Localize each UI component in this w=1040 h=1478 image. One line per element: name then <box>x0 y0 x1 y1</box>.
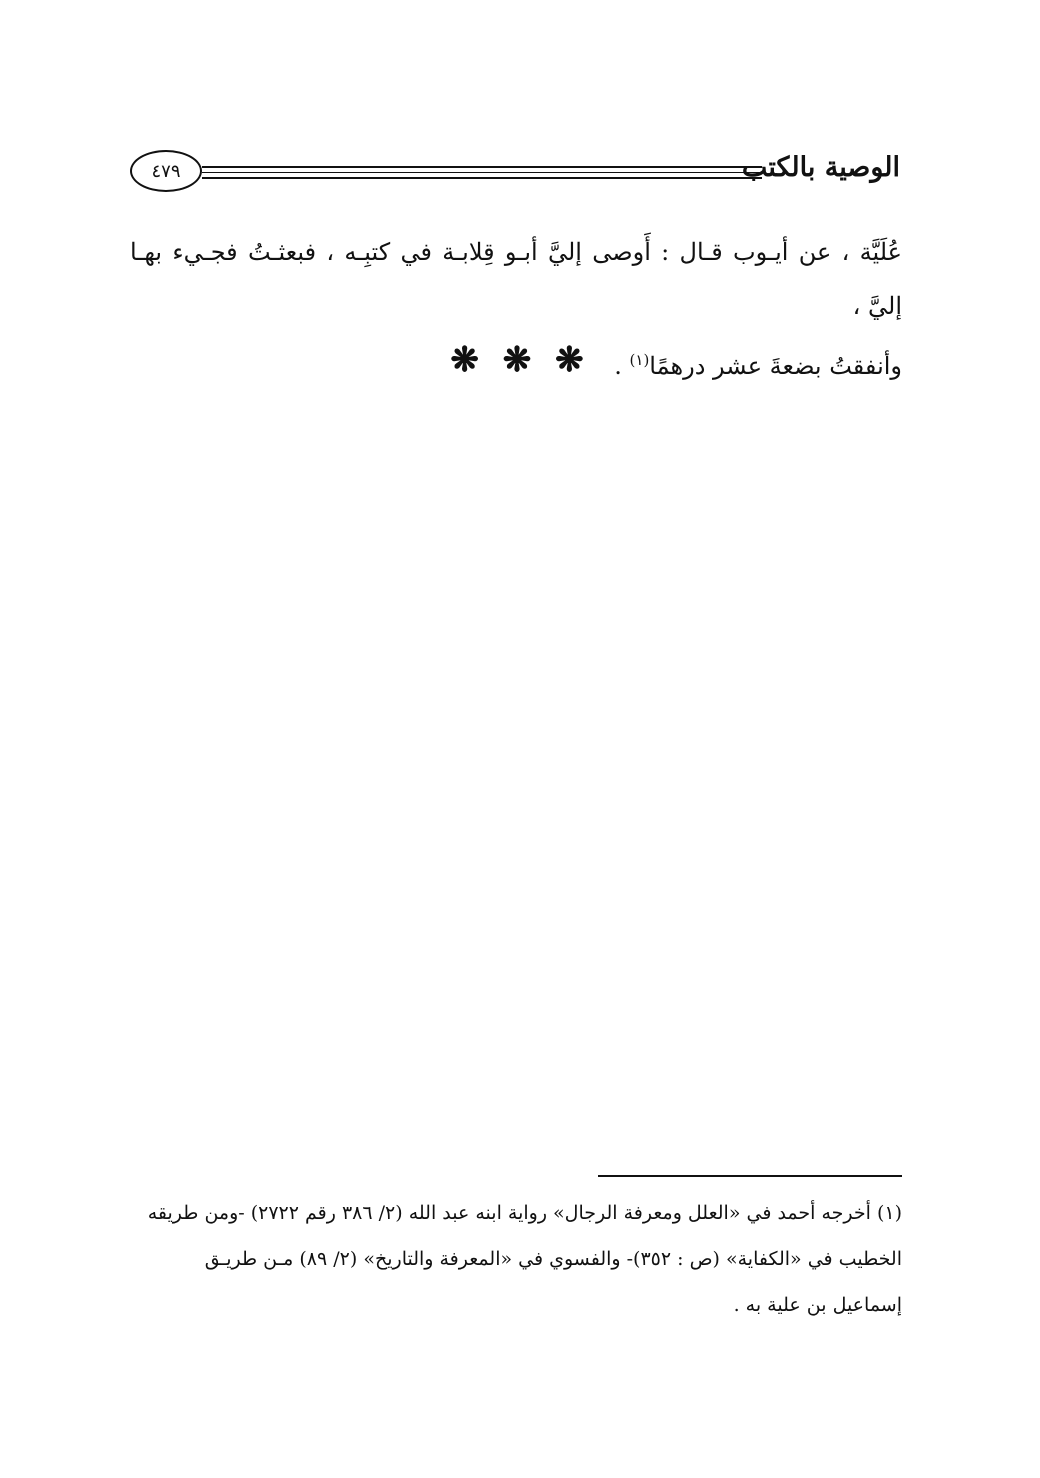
body-line-end: . <box>614 352 630 380</box>
header-rule <box>202 172 762 173</box>
body-line-text: وأنفقتُ بضعةَ عشر درهمًا <box>649 352 902 380</box>
footnotes <box>130 1190 902 1328</box>
footnote-divider <box>598 1175 902 1177</box>
footnote-line: (١) أخرجه أحمد في «العلل ومعرفة الرجال» رواية ابنه عبد الله (٢/ ٣٨٦ رقم ٢٧٢٢) -ومن طريقه <box>147 1202 902 1224</box>
running-title: الوصية بالكتب <box>741 152 900 183</box>
page-number: ٤٧٩ <box>130 150 202 192</box>
page-header <box>130 150 900 200</box>
body-line: عُلَيَّة ، عن أيـوب قـال : أَوصى إليَّ أبـو قِلابـة في كتبِـه ، فبعثـتُ فجـيء بهـا إليَّ ، <box>130 238 902 320</box>
footnote-reference: (١) <box>629 351 650 369</box>
header-rule <box>202 177 762 179</box>
footnote-line: الخطيب في «الكفاية» (ص : ٣٥٢)- والفسوي في «المعرفة والتاريخ» (٢/ ٨٩) مـن طريـق <box>204 1248 902 1270</box>
header-rule <box>202 166 762 168</box>
section-separator: ❋ ❋ ❋ <box>450 340 590 380</box>
footnote-line: إسماعيل بن علية به . <box>733 1294 902 1316</box>
